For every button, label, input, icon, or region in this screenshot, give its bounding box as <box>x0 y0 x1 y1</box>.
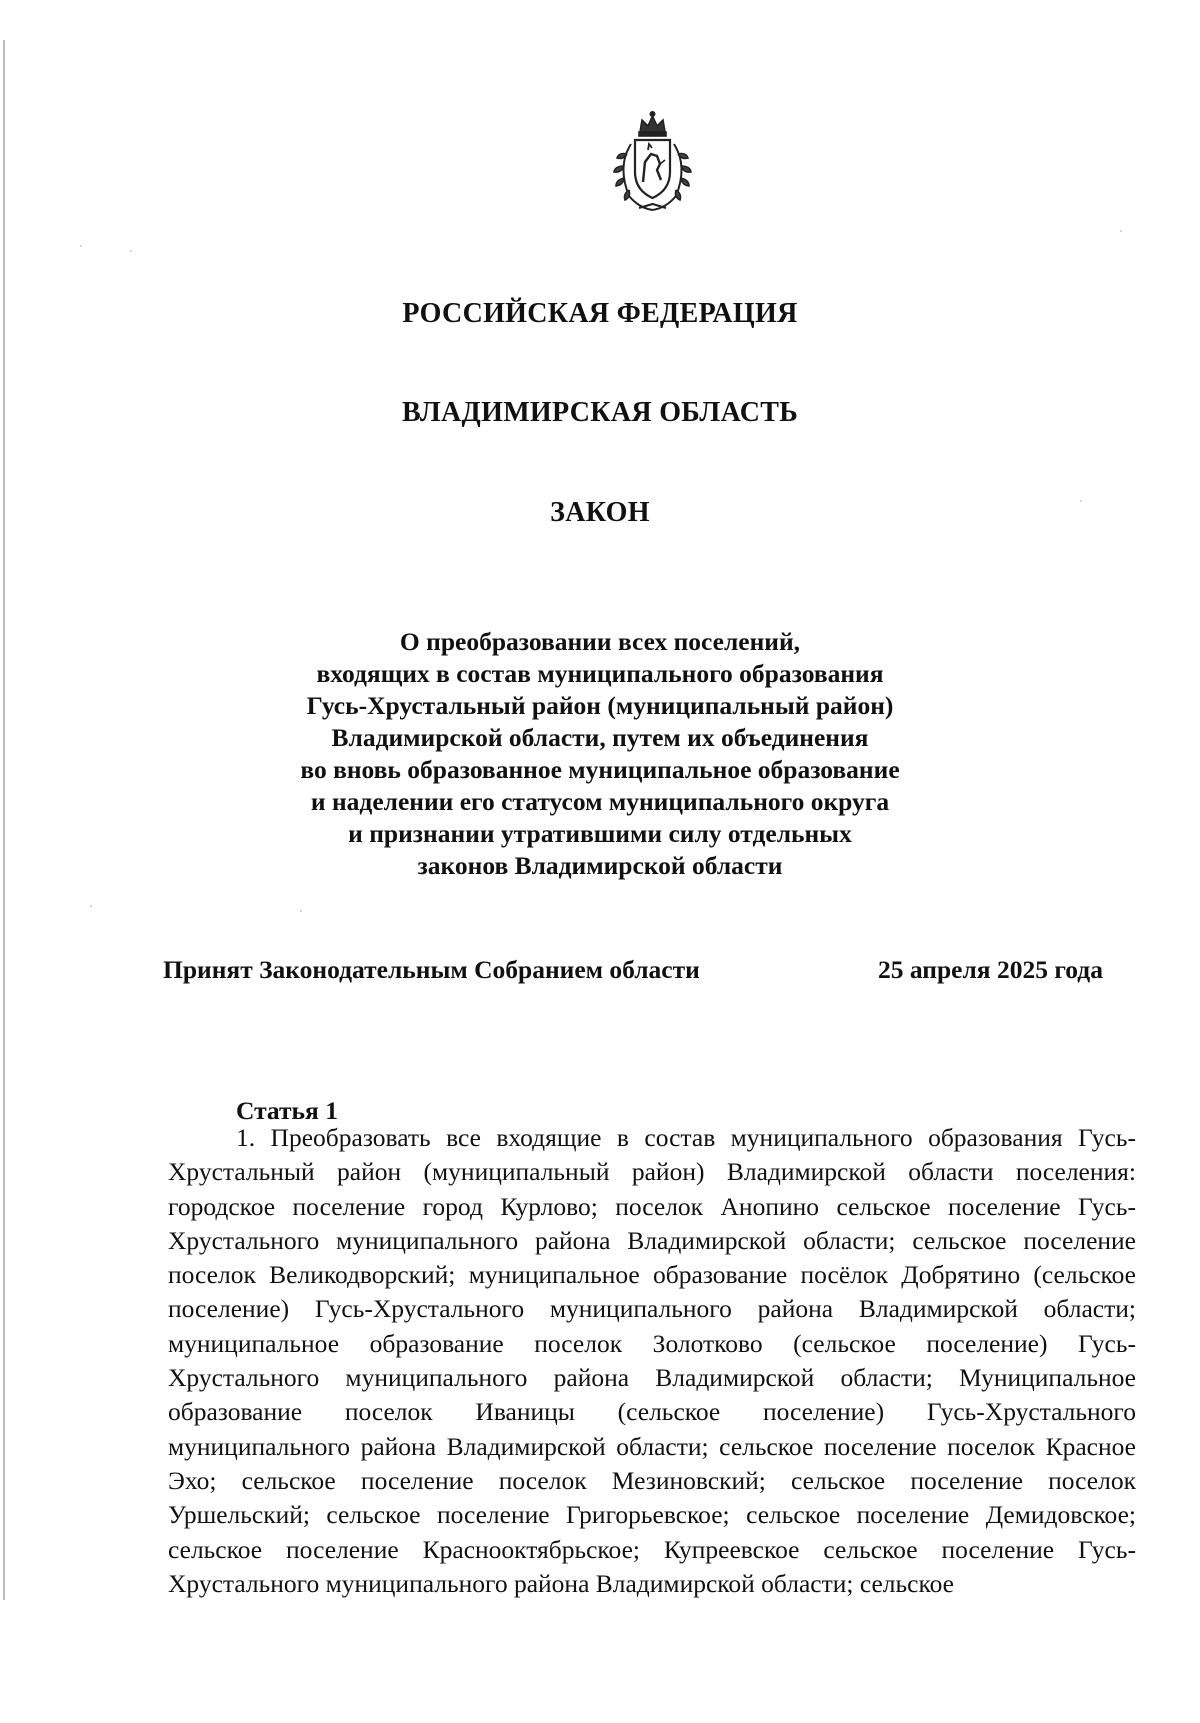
scan-speck <box>90 905 92 907</box>
scan-speck <box>300 910 302 912</box>
scan-speck <box>130 250 132 252</box>
document-type-heading: ЗАКОН <box>550 497 650 528</box>
adopted-date: 25 апреля 2025 года <box>878 955 1103 984</box>
coat-of-arms-emblem <box>605 110 700 215</box>
law-title-line: Гусь-Хрустальный район (муниципальный район) <box>306 691 894 720</box>
law-title-line: входящих в состав муниципального образования <box>316 659 884 688</box>
law-title <box>230 626 970 882</box>
law-title-line: О преобразовании всех поселений, <box>399 627 801 656</box>
article-paragraph: 1. Преобразовать все входящие в состав муниципального образования Гусь-Хрустальный район (муниципальный район) Владимирской области поселения: городское поселение город Курлово; поселок Анопино сельское поселение Гусь-Хрустального муниципального района Владимирской области; сельское поселение поселок Великодворский; муниципальное образование посёлок Добрятино (сельское поселение) Гусь-Хрустального муниципального района Владимирской области; муниципальное образование поселок Золотково (сельское поселение) Гусь-Хрустального муниципального района Владимирской области; Муниципальное образование поселок Иваницы (сельское поселение) Гусь-Хрустального муниципального района Владимирской области; сельское поселение поселок Красное Эхо; сельское поселение поселок Мезиновский; сельское поселение поселок Уршельский; сельское поселение Григорьевское; сельское поселение Демидовское; сельское поселение Краснооктябрьское; Купреевское сельское поселение Гусь-Хрустального муниципального района Владимирской области; сельское <box>168 1123 1136 1598</box>
law-title-line: и наделении его статусом муниципального округа <box>310 787 890 816</box>
article-heading: Статья 1 <box>236 1096 338 1125</box>
scan-edge-line <box>3 40 5 1600</box>
law-title-line: во вновь образованное муниципальное образование <box>300 755 900 784</box>
country-heading: РОССИЙСКАЯ ФЕДЕРАЦИЯ <box>402 298 798 329</box>
law-title-line: законов Владимирской области <box>417 851 783 880</box>
scan-speck <box>80 245 82 247</box>
region-heading: ВЛАДИМИРСКАЯ ОБЛАСТЬ <box>401 397 799 428</box>
adopted-by: Принят Законодательным Собранием области <box>163 955 700 984</box>
law-title-line: и признании утратившими силу отдельных <box>348 819 852 848</box>
law-title-line: Владимирской области, путем их объединения <box>331 723 869 752</box>
scan-speck <box>1120 230 1122 232</box>
